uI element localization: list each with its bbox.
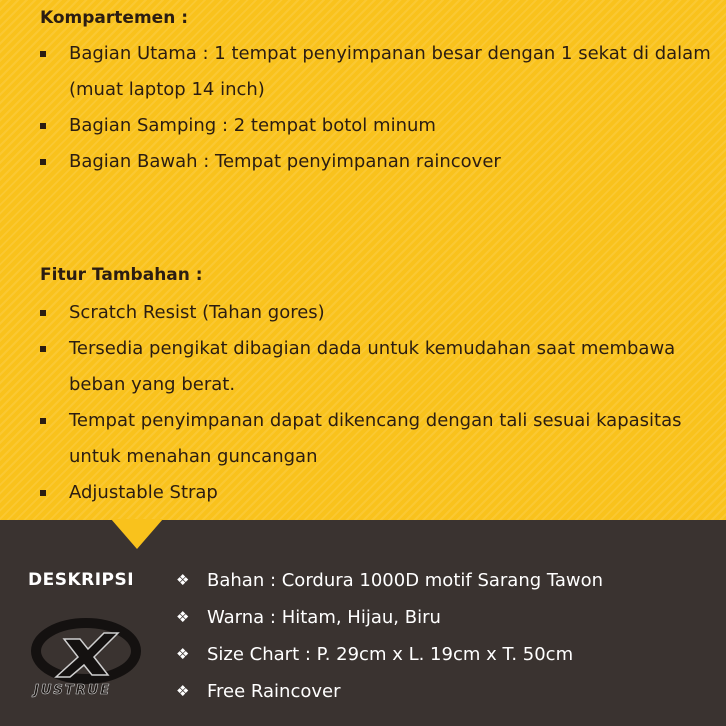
list-item: Bagian Utama : 1 tempat penyimpanan besar dengan 1 sekat di dalam (muat laptop 14 inch) <box>40 36 720 108</box>
brand-name: JUSTRUE <box>34 683 112 698</box>
diamond-bullet-icon: ❖ <box>176 608 190 626</box>
list-item: ❖ Free Raincover <box>176 673 603 710</box>
deskripsi-list <box>176 562 603 710</box>
logo-x-mark <box>56 633 118 677</box>
list-item: Adjustable Strap <box>40 475 720 511</box>
panel-notch <box>111 519 163 549</box>
diamond-bullet-icon: ❖ <box>176 571 190 589</box>
bullet-square-icon <box>40 123 46 129</box>
bullet-square-icon <box>40 310 46 316</box>
diamond-bullet-icon: ❖ <box>176 645 190 663</box>
list-item: ❖ Size Chart : P. 29cm x L. 19cm x T. 50cm <box>176 636 603 673</box>
bullet-square-icon <box>40 490 46 496</box>
deskripsi-title: DESKRIPSI <box>28 570 135 590</box>
list-item: ❖ Bahan : Cordura 1000D motif Sarang Tawon <box>176 562 603 599</box>
bullet-square-icon <box>40 159 46 165</box>
bullet-square-icon <box>40 346 46 352</box>
list-item: Tersedia pengikat dibagian dada untuk kemudahan saat membawa beban yang berat. <box>40 331 720 403</box>
list-item: Bagian Bawah : Tempat penyimpanan raincover <box>40 144 720 180</box>
bullet-square-icon <box>40 418 46 424</box>
fitur-list <box>40 295 720 511</box>
diamond-bullet-icon: ❖ <box>176 682 190 700</box>
kompartemen-list <box>40 36 720 180</box>
list-item: ❖ Warna : Hitam, Hijau, Biru <box>176 599 603 636</box>
list-item: Bagian Samping : 2 tempat botol minum <box>40 108 720 144</box>
bullet-square-icon <box>40 51 46 57</box>
fitur-title: Fitur Tambahan : <box>40 265 203 285</box>
list-item: Scratch Resist (Tahan gores) <box>40 295 720 331</box>
list-item: Tempat penyimpanan dapat dikencang dengan tali sesuai kapasitas untuk menahan guncangan <box>40 403 720 475</box>
kompartemen-title: Kompartemen : <box>40 8 189 28</box>
